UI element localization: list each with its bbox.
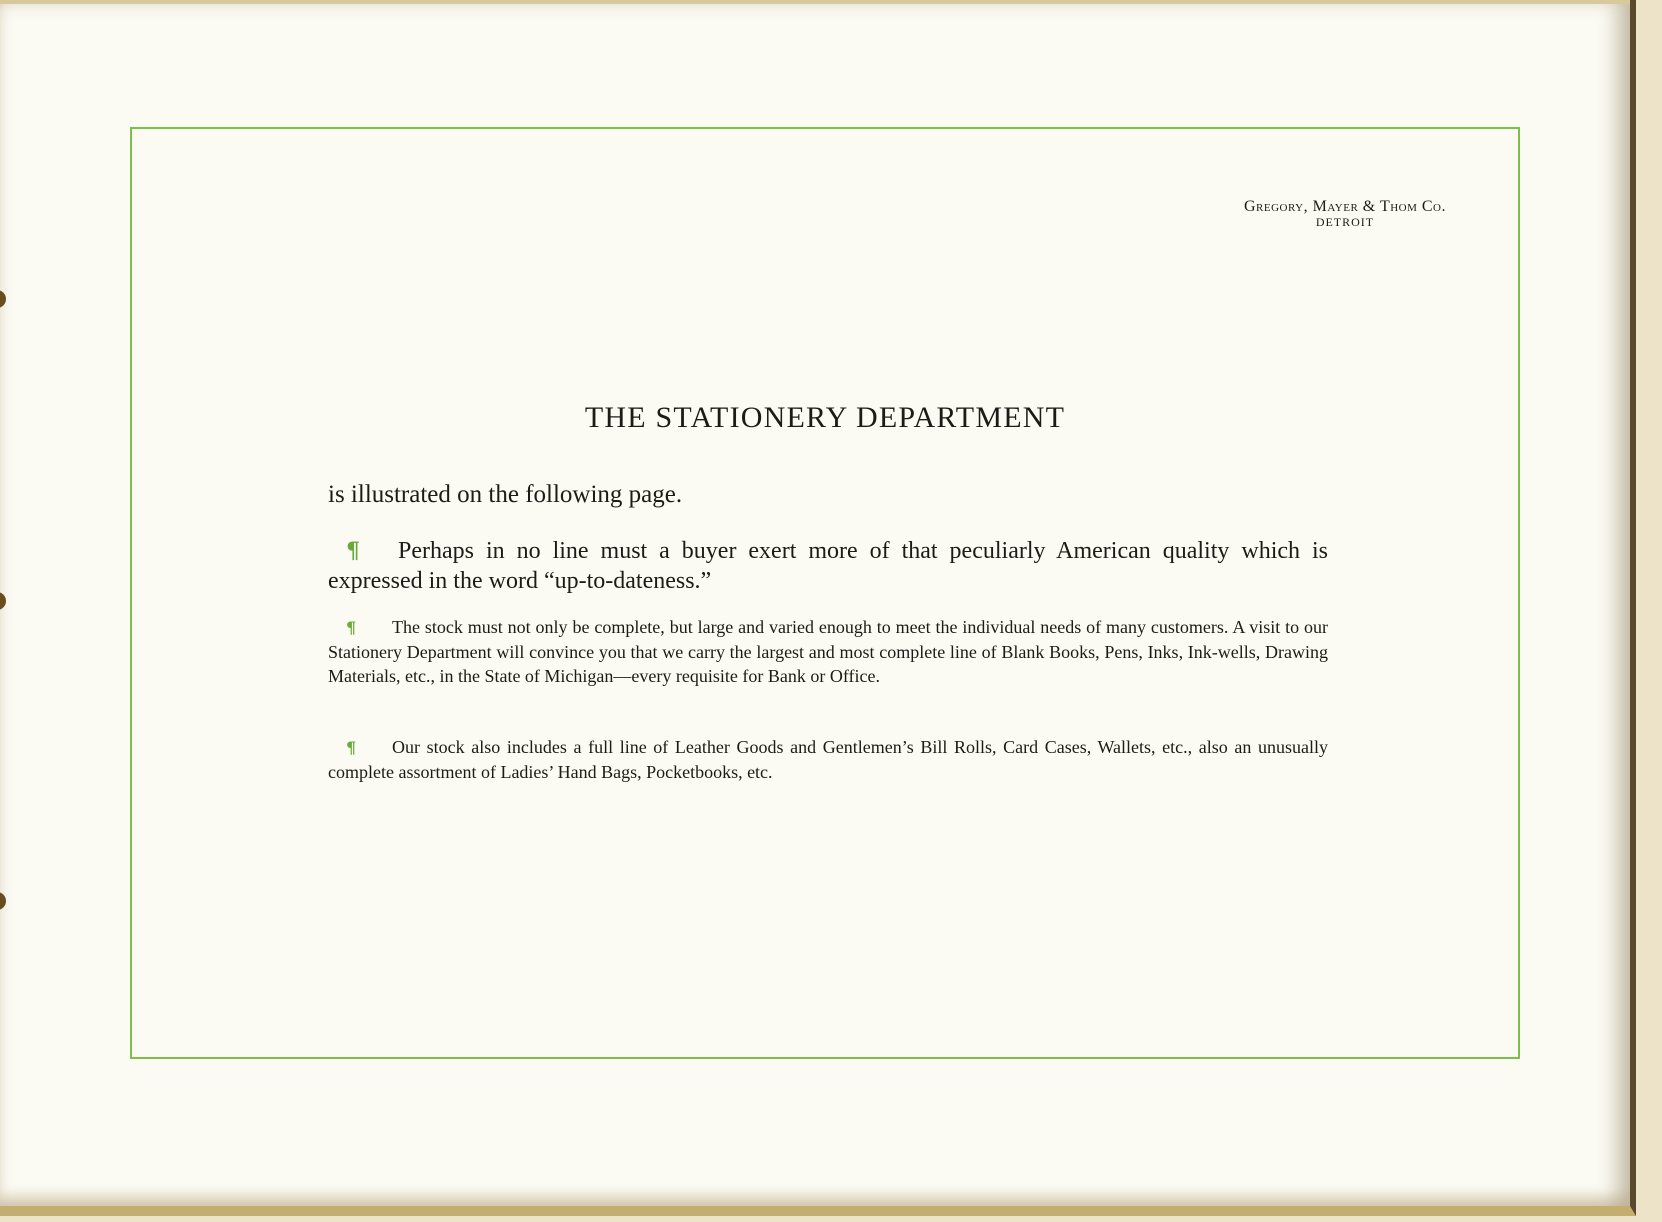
binding-hole [0,290,6,308]
page-title: THE STATIONERY DEPARTMENT [584,401,1066,434]
imprint-company: Gregory, Mayer & Thom Co. [1243,198,1446,215]
paragraph-text: The stock must not only be complete, but large and varied enough to meet the individual needs of many customers. A visit to our Stationery Department will convince you that we carry the largest and most complete line of Blank Books, Pens, Inks, Ink-wells, Drawing Materials, etc., in the State of Michigan—every requisite for Bank or Office. [328,617,1328,686]
binding-hole [0,892,6,910]
paragraph-text: Perhaps in no line must a buyer exert more of that peculiarly American quality which is expressed in the word “up-to-dateness.” [328,538,1328,594]
pilcrow-icon: ¶ [346,538,360,564]
paragraph-stock [328,615,1328,688]
green-border-frame [130,127,1520,1059]
publisher-imprint [1244,199,1446,228]
page-top-edge [0,0,1630,4]
lead-sentence: is illustrated on the following page. [328,481,683,508]
paragraph-text: Our stock also includes a full line of Leather Goods and Gentlemen’s Bill Rolls, Card Cases, Wallets, etc., also an unusually complete assortment of Ladies’ Hand Bags, Pocketbooks, etc. [328,737,1328,782]
pilcrow-icon: ¶ [346,618,357,637]
binding-hole [0,592,6,610]
imprint-city: DETROIT [1315,214,1375,229]
paragraph-up-to-dateness [328,536,1328,596]
pilcrow-icon: ¶ [346,738,357,757]
paragraph-leather-goods [328,735,1328,784]
